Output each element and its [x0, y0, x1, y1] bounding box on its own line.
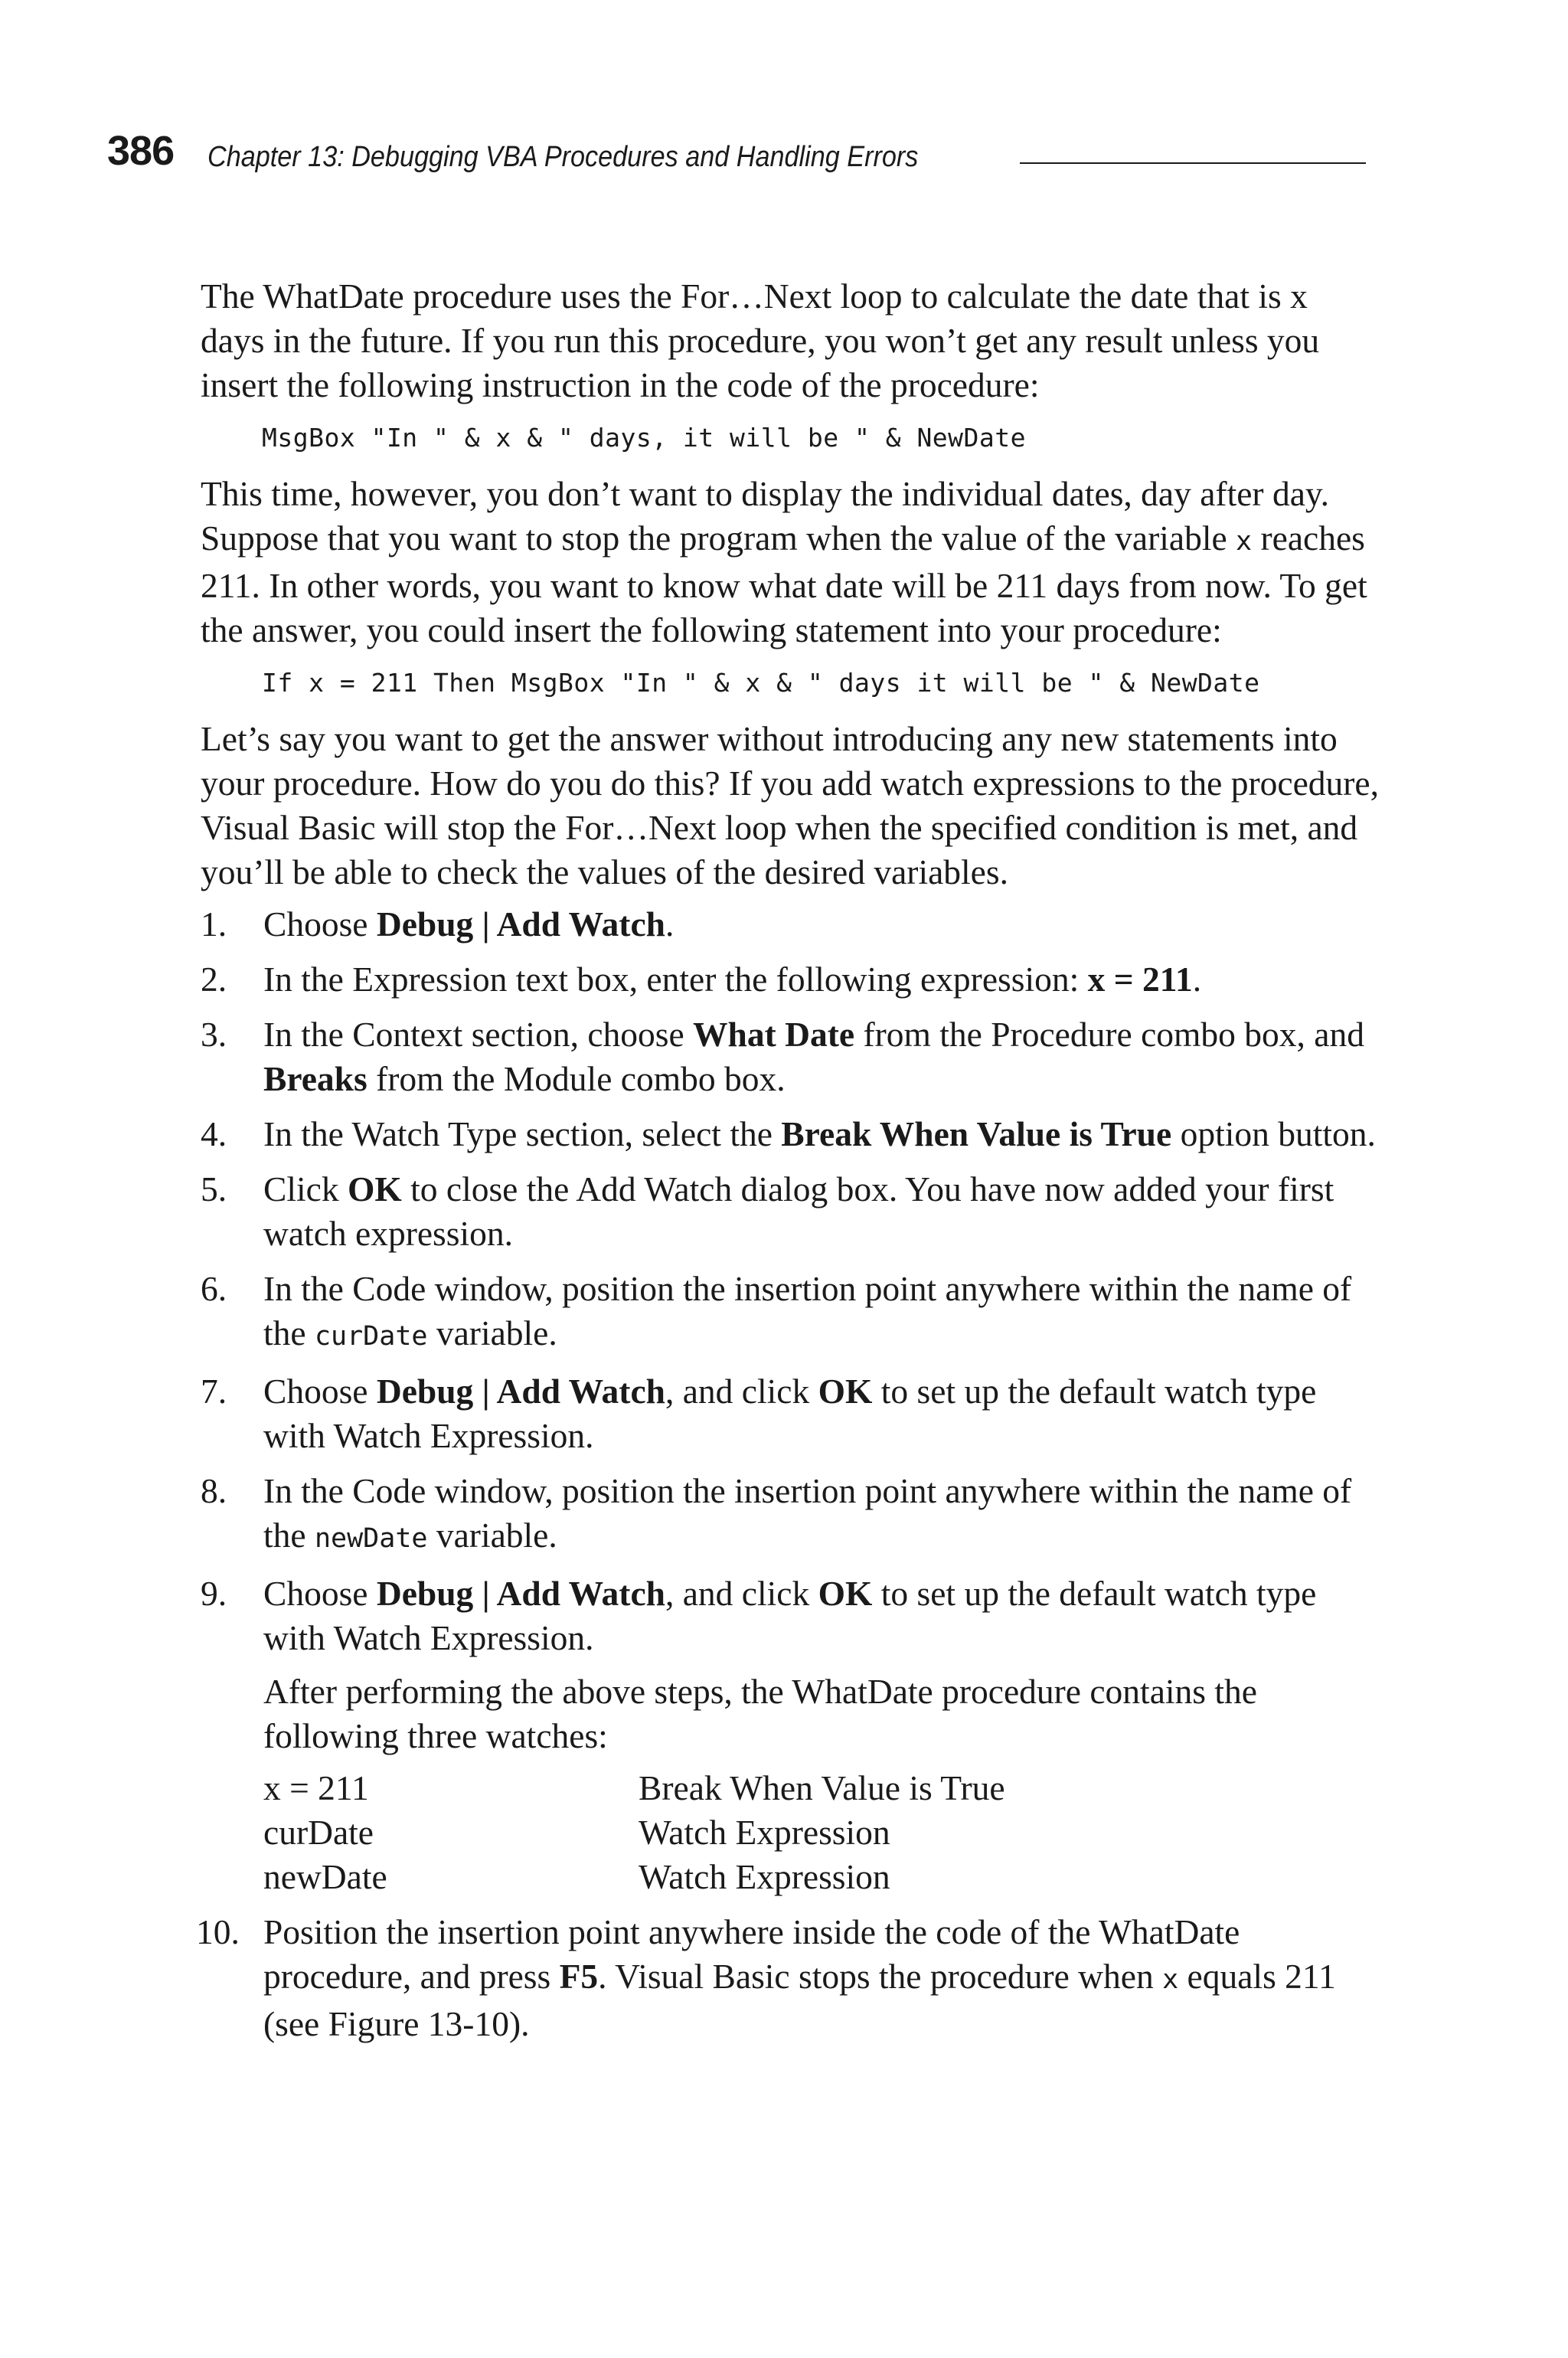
code-sample-msgbox: MsgBox "In " & x & " days, it will be " & NewDate — [262, 423, 1027, 453]
step-item — [201, 957, 1380, 1002]
watch-expression: curDate — [263, 1813, 374, 1852]
text-run: In the Expression text box, enter the following expression: — [263, 960, 1088, 999]
bold-run: Debug | Add Watch — [376, 904, 665, 944]
step-number: 8. — [201, 1471, 227, 1510]
text-run: Choose — [263, 904, 377, 944]
text-run: Choose — [263, 1574, 377, 1613]
step-number: 2. — [201, 960, 227, 999]
text-run: In the Context section, choose — [263, 1015, 694, 1054]
step-number: 10. — [196, 1912, 240, 1951]
inline-code: curDate — [314, 1321, 428, 1352]
watch-type: Watch Expression — [639, 1813, 890, 1852]
text-run: Click — [263, 1169, 348, 1208]
paragraph-intro: The WhatDate procedure uses the For…Next loop to calculate the date that is x days in the future. If you run this procedure, you won’t get any result unless you insert the following instruction in the code of the procedure: — [201, 276, 1320, 404]
bold-run: Debug | Add Watch — [376, 1574, 665, 1613]
watch-type: Watch Expression — [639, 1857, 890, 1896]
text-run: to set up the default watch type with Watch Expression. — [263, 1574, 1317, 1657]
inline-code: newDate — [314, 1523, 428, 1554]
page-number: 386 — [107, 128, 175, 174]
bold-run: OK — [818, 1574, 873, 1613]
step-item — [201, 902, 1380, 947]
text-run: to close the Add Watch dialog box. You have now added your first watch expression. — [263, 1169, 1334, 1253]
table-row — [263, 1855, 1005, 1899]
step-number: 5. — [201, 1169, 227, 1208]
bold-run: F5 — [559, 1957, 599, 1996]
text-run: to set up the default watch type with Watch Expression. — [263, 1372, 1317, 1455]
step-item — [201, 1267, 1380, 1359]
step-number: 7. — [201, 1372, 227, 1411]
paragraph-after-steps: After performing the above steps, the WhatDate procedure contains the following three watches: — [263, 1672, 1257, 1755]
watch-type: Break When Value is True — [639, 1768, 1005, 1807]
page-body — [196, 274, 1380, 2057]
text-run: . Visual Basic stops the procedure when — [598, 1957, 1163, 1996]
bold-run: Breaks — [263, 1059, 368, 1098]
header-rule — [1020, 162, 1366, 164]
step-item — [201, 1112, 1380, 1156]
table-row — [263, 1766, 1005, 1810]
step-number: 6. — [201, 1269, 227, 1308]
step-number: 4. — [201, 1114, 227, 1153]
text-run: . — [665, 904, 675, 944]
step-item — [201, 1012, 1380, 1101]
text-run: This time, however, you don’t want to display the individual dates, day after day. Suppose that you want to stop the program when the value of the variable — [201, 474, 1330, 558]
step-item — [201, 1369, 1380, 1458]
step-number: 1. — [201, 904, 227, 944]
text-run: In the Code window, position the insertion point anywhere within the name of the — [263, 1471, 1352, 1555]
step-item — [196, 1910, 1380, 2046]
text-run: Position the insertion point anywhere inside the code of the WhatDate procedure, and press — [263, 1912, 1240, 1996]
text-run: In the Code window, position the insertion point anywhere within the name of the — [263, 1269, 1352, 1352]
text-run: option button. — [1171, 1114, 1376, 1153]
text-run: Choose — [263, 1372, 377, 1411]
watch-expression: newDate — [263, 1857, 387, 1896]
bold-run: Break When Value is True — [781, 1114, 1172, 1153]
text-run: , and click — [665, 1574, 818, 1613]
code-sample-if-then: If x = 211 Then MsgBox "In " & x & " days it will be " & NewDate — [262, 668, 1260, 698]
text-run: . — [1192, 960, 1202, 999]
text-run: In the Watch Type section, select the — [263, 1114, 782, 1153]
bold-run: What Date — [693, 1015, 855, 1054]
paragraph-watch-intro: Let’s say you want to get the answer without introducing any new statements into your procedure. How do you do this? If you add watch expressions to the procedure, Visual Basic will stop the For…Next loop when the specified condition is met, and you’ll be able to check the values of the desired variables. — [201, 719, 1380, 891]
bold-run: OK — [818, 1372, 873, 1411]
text-run: from the Procedure combo box, and — [854, 1015, 1364, 1054]
text-run: equals 211 (see Figure 13-10). — [263, 1957, 1336, 2043]
inline-code: x — [1236, 526, 1253, 557]
table-row — [263, 1810, 1005, 1855]
step-number: 3. — [201, 1015, 227, 1054]
watch-expression: x = 211 — [263, 1768, 369, 1807]
steps-list — [196, 902, 1380, 2046]
watches-table — [263, 1766, 1005, 1899]
paragraph-stop-condition — [201, 472, 1380, 652]
bold-run: OK — [347, 1169, 402, 1208]
step-item — [201, 1167, 1380, 1256]
running-head: Chapter 13: Debugging VBA Procedures and Handling Errors — [207, 141, 919, 173]
text-run: , and click — [665, 1372, 818, 1411]
bold-run: Debug | Add Watch — [376, 1372, 665, 1411]
inline-code: x — [1162, 1964, 1179, 1995]
step-item — [201, 1571, 1380, 1899]
text-run: reaches 211. In other words, you want to know what date will be 211 days from now. To get the answer, you could insert the following statement into your procedure: — [201, 518, 1367, 649]
text-run: variable. — [427, 1313, 557, 1352]
page-header — [107, 129, 1378, 172]
bold-run: x = 211 — [1087, 960, 1193, 999]
step-item — [201, 1469, 1380, 1561]
step-number: 9. — [201, 1574, 227, 1613]
text-run: variable. — [427, 1516, 557, 1555]
text-run: from the Module combo box. — [367, 1059, 786, 1098]
